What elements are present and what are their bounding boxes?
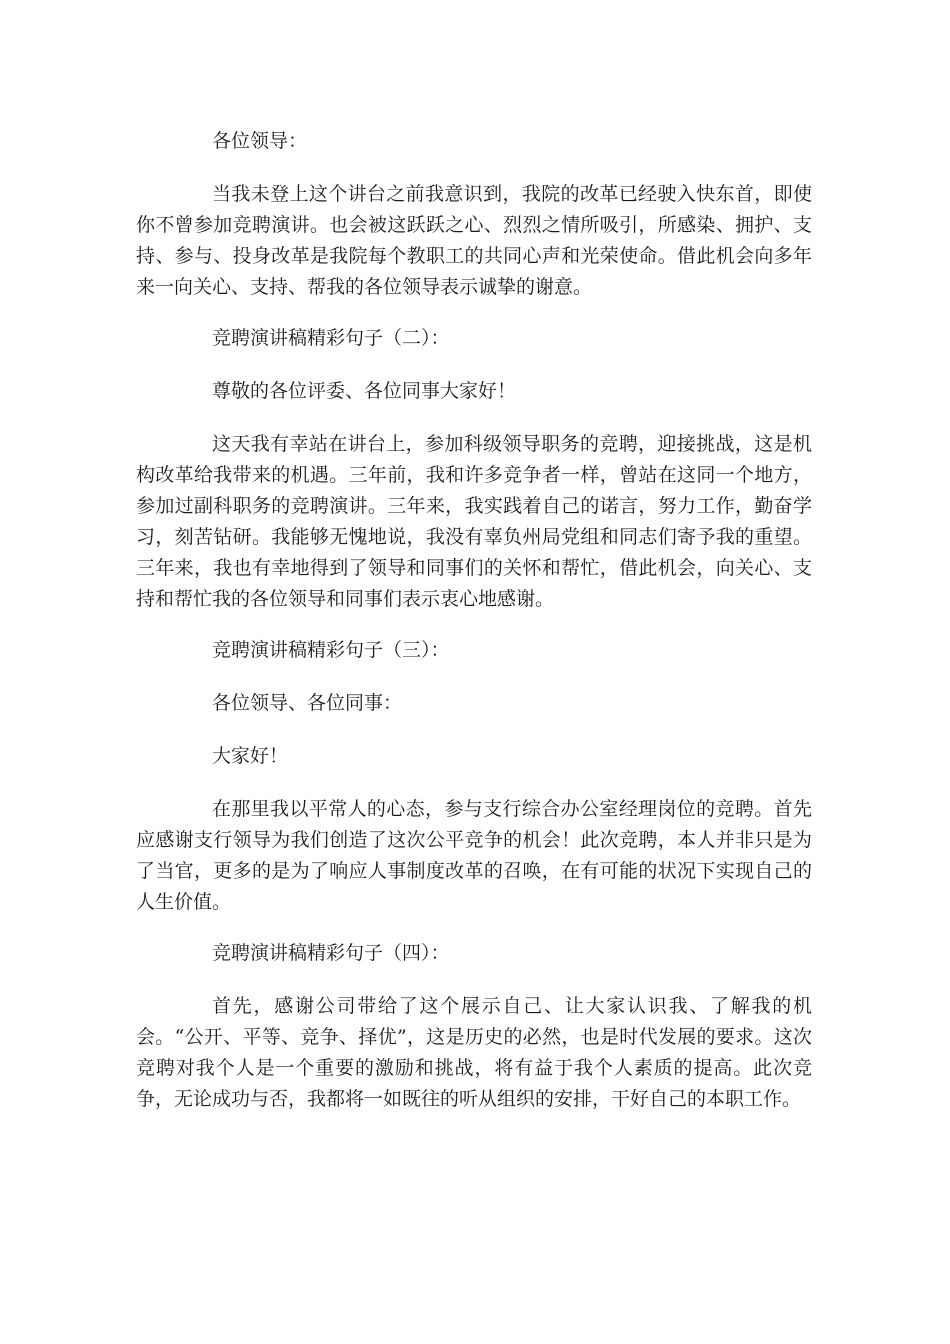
section-heading: 竞聘演讲稿精彩句子（二）： [212, 327, 450, 349]
section-heading: 竞聘演讲稿精彩句子（三）： [212, 639, 450, 661]
document-body [136, 126, 812, 1135]
salutation: 各位领导： [212, 130, 308, 152]
paragraph: 首先，感谢公司带给了这个展示自己、让大家认识我、了解我的机会。“公开、平等、竞争、择优”，这是历史的必然，也是时代发展的要求。这次竞聘对我个人是一个重要的激励和挑战，将有益于我个人素质的提高。此次竞争，无论成功与否，我都将一如既往的听从组织的安排，干好自己的本职工作。 [136, 995, 812, 1110]
paragraph: 当我未登上这个讲台之前我意识到，我院的改革已经驶入快东首，即使你不曾参加竞聘演讲。也会被这跃跃之心、烈烈之情所吸引，所感染、拥护、支持、参与、投身改革是我院每个教职工的共同心声和光荣使命。借此机会向多年来一向关心、支持、帮我的各位领导表示诚挚的谢意。 [136, 183, 812, 298]
paragraph: 在那里我以平常人的心态，参与支行综合办公室经理岗位的竞聘。首先应感谢支行领导为我们创造了这次公平竞争的机会！此次竞聘，本人并非只是为了当官，更多的是为了响应人事制度改革的召唤，在有可能的状况下实现自己的人生价值。 [136, 798, 812, 913]
section-heading: 竞聘演讲稿精彩句子（四）： [212, 942, 450, 964]
salutation: 尊敬的各位评委、各位同事大家好！ [212, 380, 517, 402]
greeting: 大家好！ [212, 745, 289, 767]
salutation: 各位领导、各位同事： [212, 692, 403, 714]
paragraph: 这天我有幸站在讲台上，参加科级领导职务的竞聘，迎接挑战，这是机构改革给我带来的机遇。三年前，我和许多竞争者一样，曾站在这同一个地方，参加过副科职务的竞聘演讲。三年来，我实践着自己的诺言，努力工作，勤奋学习，刻苦钻研。我能够无愧地说，我没有辜负州局党组和同志们寄予我的重望。三年来，我也有幸地得到了领导和同事们的关怀和帮忙，借此机会，向关心、支持和帮忙我的各位领导和同事们表示衷心地感谢。 [136, 433, 812, 610]
